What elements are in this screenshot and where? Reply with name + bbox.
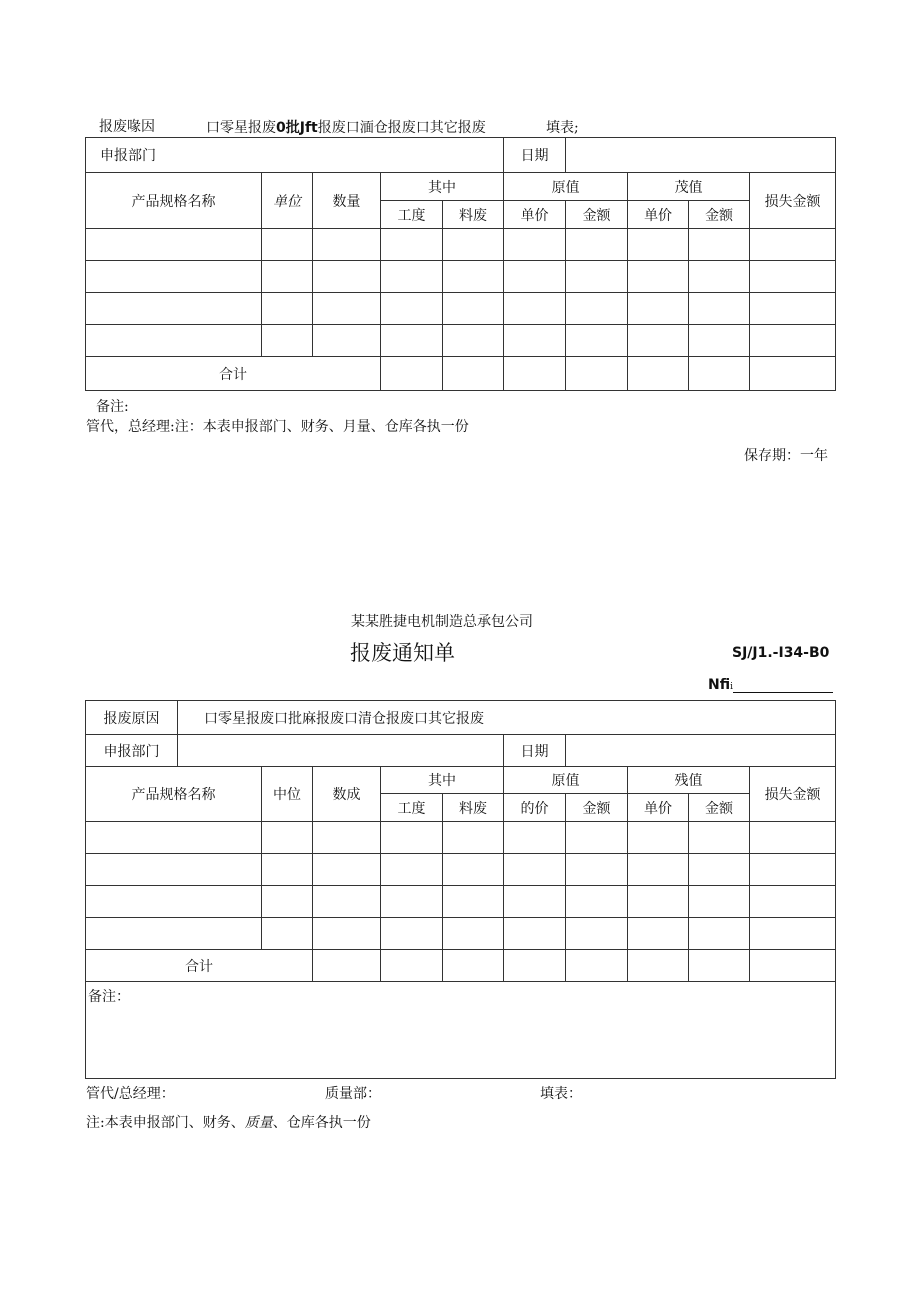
form1-date-value[interactable] (566, 138, 836, 173)
form1-total-label: 合计 (86, 357, 381, 391)
form2-header-labor-waste: 工度 (381, 794, 443, 822)
form2-reason-label: 报废原因 (86, 701, 178, 735)
form-number-field[interactable] (733, 676, 833, 693)
table-row (86, 918, 836, 950)
table-row (86, 886, 836, 918)
form2-header-material-waste: 料废 (443, 794, 504, 822)
form2-remarks-box[interactable] (86, 982, 836, 1079)
form1-date-label: 日期 (504, 138, 566, 173)
form1-table (85, 137, 836, 391)
form2-header-original: 原值 (504, 767, 628, 794)
form1-header-unit: 单位 (262, 173, 313, 229)
form1-header-res-unit-price: 单价 (628, 201, 689, 229)
form2-remarks-label: 备注： (88, 989, 130, 1005)
doc-code: SJ/J1.-I34-B0 (732, 645, 830, 661)
form1-total-row (86, 357, 836, 391)
form2-header-orig-amount: 金额 (566, 794, 628, 822)
form2-header-res-amount: 金额 (689, 794, 750, 822)
table-row (86, 822, 836, 854)
page-title: 报废通知单 (350, 641, 455, 665)
form2-reason-options[interactable]: 口零星报废口批麻报废口清仓报废口其它报废 (178, 701, 836, 735)
form1-header-orig-unit-price: 单价 (504, 201, 566, 229)
form1-header-product: 产品规格名称 (86, 173, 262, 229)
form-number (708, 676, 833, 693)
form1-reason-options (206, 117, 486, 137)
form1-header-loss: 损失金额 (750, 173, 836, 229)
form1-header-orig-amount: 金额 (566, 201, 628, 229)
form2-header-product: 产品规格名称 (86, 767, 262, 822)
form2-note (86, 1112, 371, 1132)
form2-dept-value[interactable] (178, 735, 504, 767)
form1-header-material-waste: 料废 (443, 201, 504, 229)
form2-filler-label: 填表： (540, 1086, 582, 1102)
form2-table (85, 700, 836, 1079)
form2-note-italic: 质量 (244, 1115, 273, 1131)
form2-header-qty: 数成 (313, 767, 381, 822)
form1-reason-options-bold: 0批Jft (276, 120, 318, 136)
form2-header-loss: 损失金额 (750, 767, 836, 822)
form1-header-res-amount: 金额 (689, 201, 750, 229)
table-row (86, 229, 836, 261)
form1-header-qty: 数量 (313, 173, 381, 229)
form1-header-labor-waste: 工度 (381, 201, 443, 229)
table-row (86, 261, 836, 293)
form2-note-b: 、仓库各执一份 (272, 1115, 371, 1131)
form2-header-unit: 中位 (262, 767, 313, 822)
form1-header-original: 原值 (504, 173, 628, 201)
company-name: 某某胜捷电机制造总承包公司 (351, 614, 533, 630)
form1-reason-label: 报废喙因 (99, 119, 155, 135)
form2-header-orig-unit-price: 的价 (504, 794, 566, 822)
form2-header-among: 其中 (381, 767, 504, 794)
form2-date-label: 日期 (504, 735, 566, 767)
form-number-sub: i (730, 682, 733, 692)
form2-manager-label: 管代/总经理： (86, 1086, 175, 1102)
form2-total-row (86, 950, 836, 982)
form1-remarks-label: 备注: (96, 399, 129, 415)
table-row (86, 293, 836, 325)
form1-header-among: 其中 (381, 173, 504, 201)
form2-quality-label: 质量部： (325, 1086, 381, 1102)
table-row (86, 854, 836, 886)
form2-dept-label: 申报部门 (86, 735, 178, 767)
form1-reason-options-b: 报废口湎仓报废口其它报废 (317, 120, 486, 136)
form2-total-label: 合计 (86, 950, 313, 982)
form1-retention: 保存期：一年 (744, 448, 828, 464)
form1-filler-label: 填表; (546, 120, 579, 136)
table-row (86, 325, 836, 357)
form1-reason-options-a: 口零星报废 (206, 120, 276, 136)
form1-footer-line: 管代，总经理:注：本表申报部门、财务、月量、仓库各执一份 (86, 419, 469, 435)
form2-date-value[interactable] (566, 735, 836, 767)
form2-header-residual: 残值 (628, 767, 750, 794)
form1-dept-label: 申报部门 (86, 138, 504, 173)
form1-header-residual: 茂值 (628, 173, 750, 201)
form2-note-a: 注:本表申报部门、财务、 (86, 1115, 245, 1131)
form-number-label: Nfi (708, 677, 731, 693)
form2-header-res-unit-price: 单价 (628, 794, 689, 822)
